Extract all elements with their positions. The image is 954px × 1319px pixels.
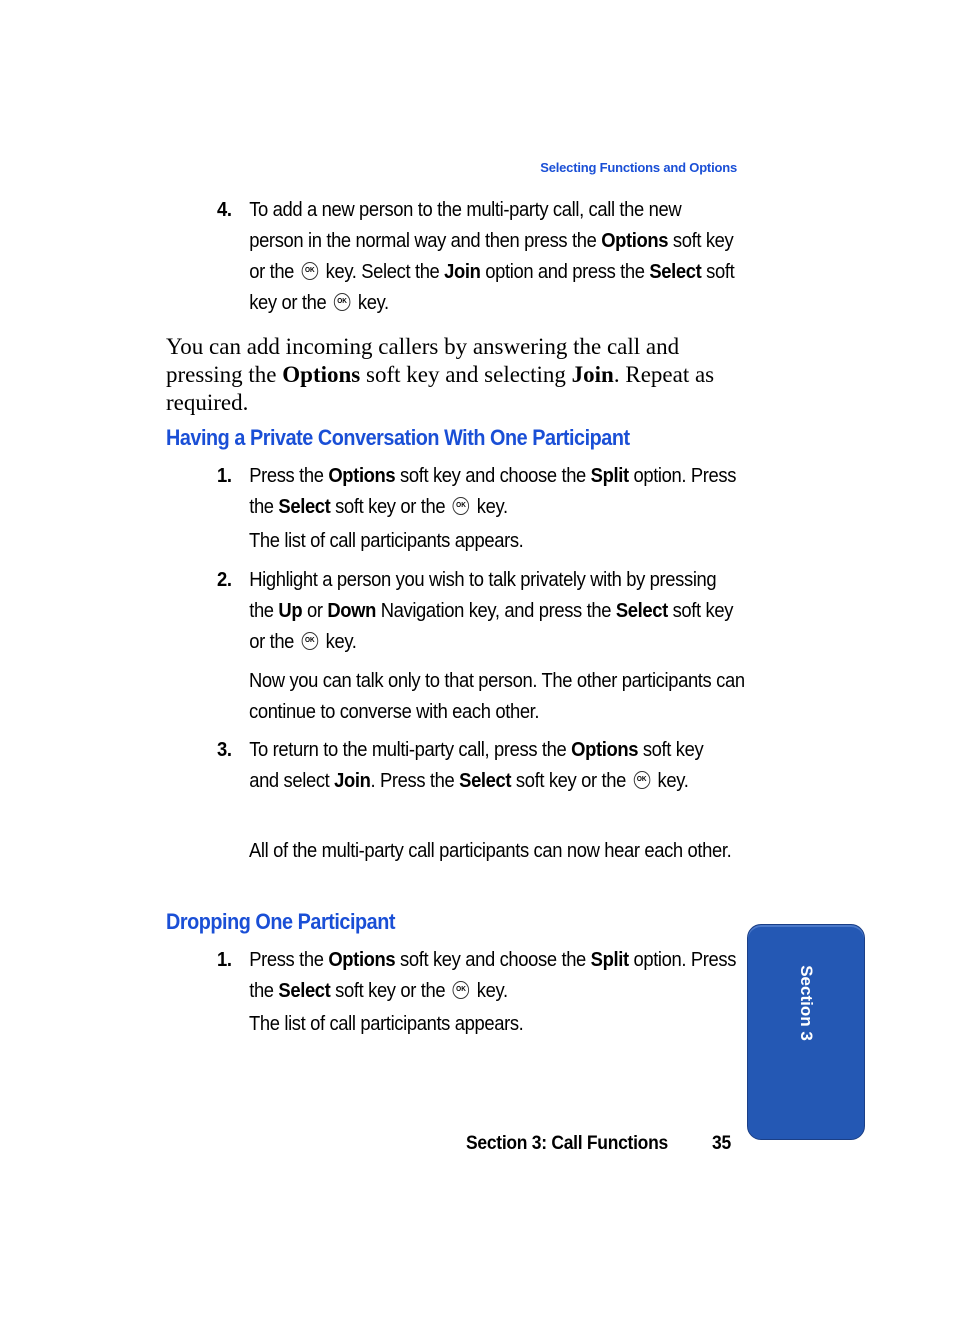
step-text: To return to the multi-party call, press the Options soft key and select Join. Press the Select soft key or the OK key. [249,735,737,797]
footer-section-title: Section 3: Call Functions [466,1133,668,1154]
body-paragraph: You can add incoming callers by answering the call and pressing the Options soft key and selecting Join. Repeat as required. [166,334,715,415]
step-note: The list of call participants appears. [249,530,524,552]
step-note: All of the multi-party call participants can now hear each other. [249,840,732,862]
section-heading-dropping-participant: Dropping One Participant [166,909,396,934]
ok-key-icon [633,771,650,789]
private-step-2 [217,565,734,658]
step-number: 3. [217,739,232,761]
step-note: Now you can talk only to that person. The other participants can continue to converse with each other. [249,670,745,723]
step-text: Highlight a person you wish to talk privately with by pressing the Up or Down Navigation key, and press the Select soft key or the OK key. [249,565,737,658]
ok-key-icon [453,497,470,515]
drop-step-1 [217,945,737,1007]
step-text: Press the Options soft key and choose the Split option. Press the Select soft key or the OK key. [249,945,737,1007]
ok-key-icon [302,632,319,650]
section-tab [747,924,865,1140]
step-number: 1. [217,949,232,971]
private-step-1 [217,461,737,523]
step-4 [217,195,735,319]
step-note: The list of call participants appears. [249,1013,524,1035]
step-number: 2. [217,569,232,591]
ok-key-icon [453,981,470,999]
step-number: 4. [217,199,232,221]
section-heading-private-conversation: Having a Private Conversation With One Participant [166,425,630,450]
private-step-3 [217,735,704,797]
step-text: Press the Options soft key and choose the Split option. Press the Select soft key or the OK key. [249,461,737,523]
running-header: Selecting Functions and Options [540,160,737,175]
step-text: To add a new person to the multi-party call, call the new person in the normal way and then press the Options soft key or the OK key. Select the Join option and press the Select soft key or the OK key. [249,195,737,319]
step-number: 1. [217,465,232,487]
ok-key-icon [302,262,319,280]
section-tab-label: Section 3 [797,965,816,1041]
ok-key-icon [334,293,351,311]
page-number: 35 [712,1133,731,1154]
